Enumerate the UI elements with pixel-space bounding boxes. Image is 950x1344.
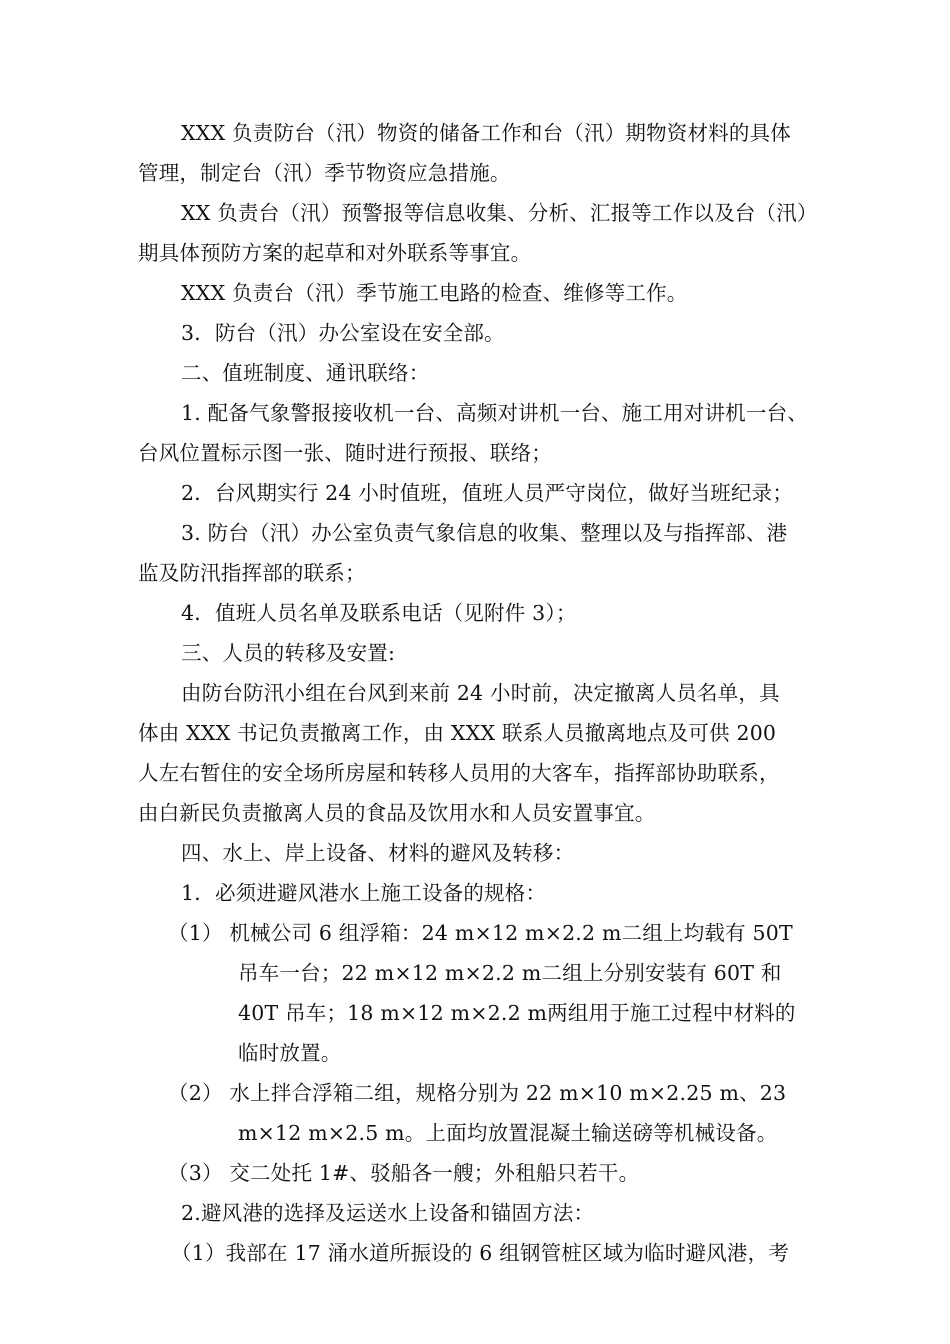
section-heading: 四、水上、岸上设备、材料的避风及转移： bbox=[181, 841, 575, 865]
section-heading: 二、值班制度、通讯联络： bbox=[181, 361, 430, 385]
section-heading: 三、人员的转移及安置: bbox=[181, 641, 396, 665]
text-line: （1） 机械公司 6 组浮箱：24 m×12 m×2.2 m二组上均载有 50T bbox=[168, 921, 793, 945]
text-line: 由白新民负责撤离人员的食品及饮用水和人员安置事宜。 bbox=[138, 801, 656, 825]
text-line: 1．必须进避风港水上施工设备的规格： bbox=[181, 881, 547, 905]
text-line: 期具体预防方案的起草和对外联系等事宜。 bbox=[138, 241, 532, 265]
text-line: XX 负责台（汛）预警报等信息收集、分析、汇报等工作以及台（汛） bbox=[181, 201, 818, 225]
text-line: 4．值班人员名单及联系电话（见附件 3）； bbox=[181, 601, 577, 625]
text-line: XXX 负责防台（汛）物资的储备工作和台（汛）期物资材料的具体 bbox=[181, 121, 791, 145]
text-line: 人左右暂住的安全场所房屋和转移人员用的大客车，指挥部协助联系， bbox=[138, 761, 780, 785]
text-line: 40T 吊车；18 m×12 m×2.2 m两组用于施工过程中材料的 bbox=[238, 1001, 796, 1025]
text-line: 监及防汛指挥部的联系； bbox=[138, 561, 366, 585]
text-line: m×12 m×2.5 m。上面均放置混凝土输送磅等机械设备。 bbox=[238, 1121, 778, 1145]
text-line: （3） 交二处托 1#、驳船各一艘；外租船只若干。 bbox=[168, 1161, 640, 1185]
text-line: 临时放置。 bbox=[238, 1041, 342, 1065]
text-line: 由防台防汛小组在台风到来前 24 小时前，决定撤离人员名单，具 bbox=[181, 681, 780, 705]
text-line: 台风位置标示图一张、随时进行预报、联络； bbox=[138, 441, 552, 465]
text-line: 管理，制定台（汛）季节物资应急措施。 bbox=[138, 161, 511, 185]
text-line: 2.避风港的选择及运送水上设备和锚固方法： bbox=[181, 1201, 595, 1225]
text-line: 3. 防台（汛）办公室负责气象信息的收集、整理以及与指挥部、港 bbox=[181, 521, 788, 545]
text-line: XXX 负责台（汛）季节施工电路的检查、维修等工作。 bbox=[181, 281, 688, 305]
text-line: 2．台风期实行 24 小时值班，值班人员严守岗位，做好当班纪录； bbox=[181, 481, 794, 505]
text-line: （2） 水上拌合浮箱二组，规格分别为 22 m×10 m×2.25 m、23 bbox=[168, 1081, 787, 1105]
text-line: 1. 配备气象警报接收机一台、高频对讲机一台、施工用对讲机一台、 bbox=[181, 401, 808, 425]
text-line: 吊车一台；22 m×12 m×2.2 m二组上分别安装有 60T 和 bbox=[238, 961, 782, 985]
text-line: 3．防台（汛）办公室设在安全部。 bbox=[181, 321, 505, 345]
text-line: （1）我部在 17 涌水道所振设的 6 组钢管桩区域为临时避风港，考 bbox=[171, 1241, 790, 1265]
text-line: 体由 XXX 书记负责撤离工作，由 XXX 联系人员撤离地点及可供 200 bbox=[138, 721, 777, 745]
